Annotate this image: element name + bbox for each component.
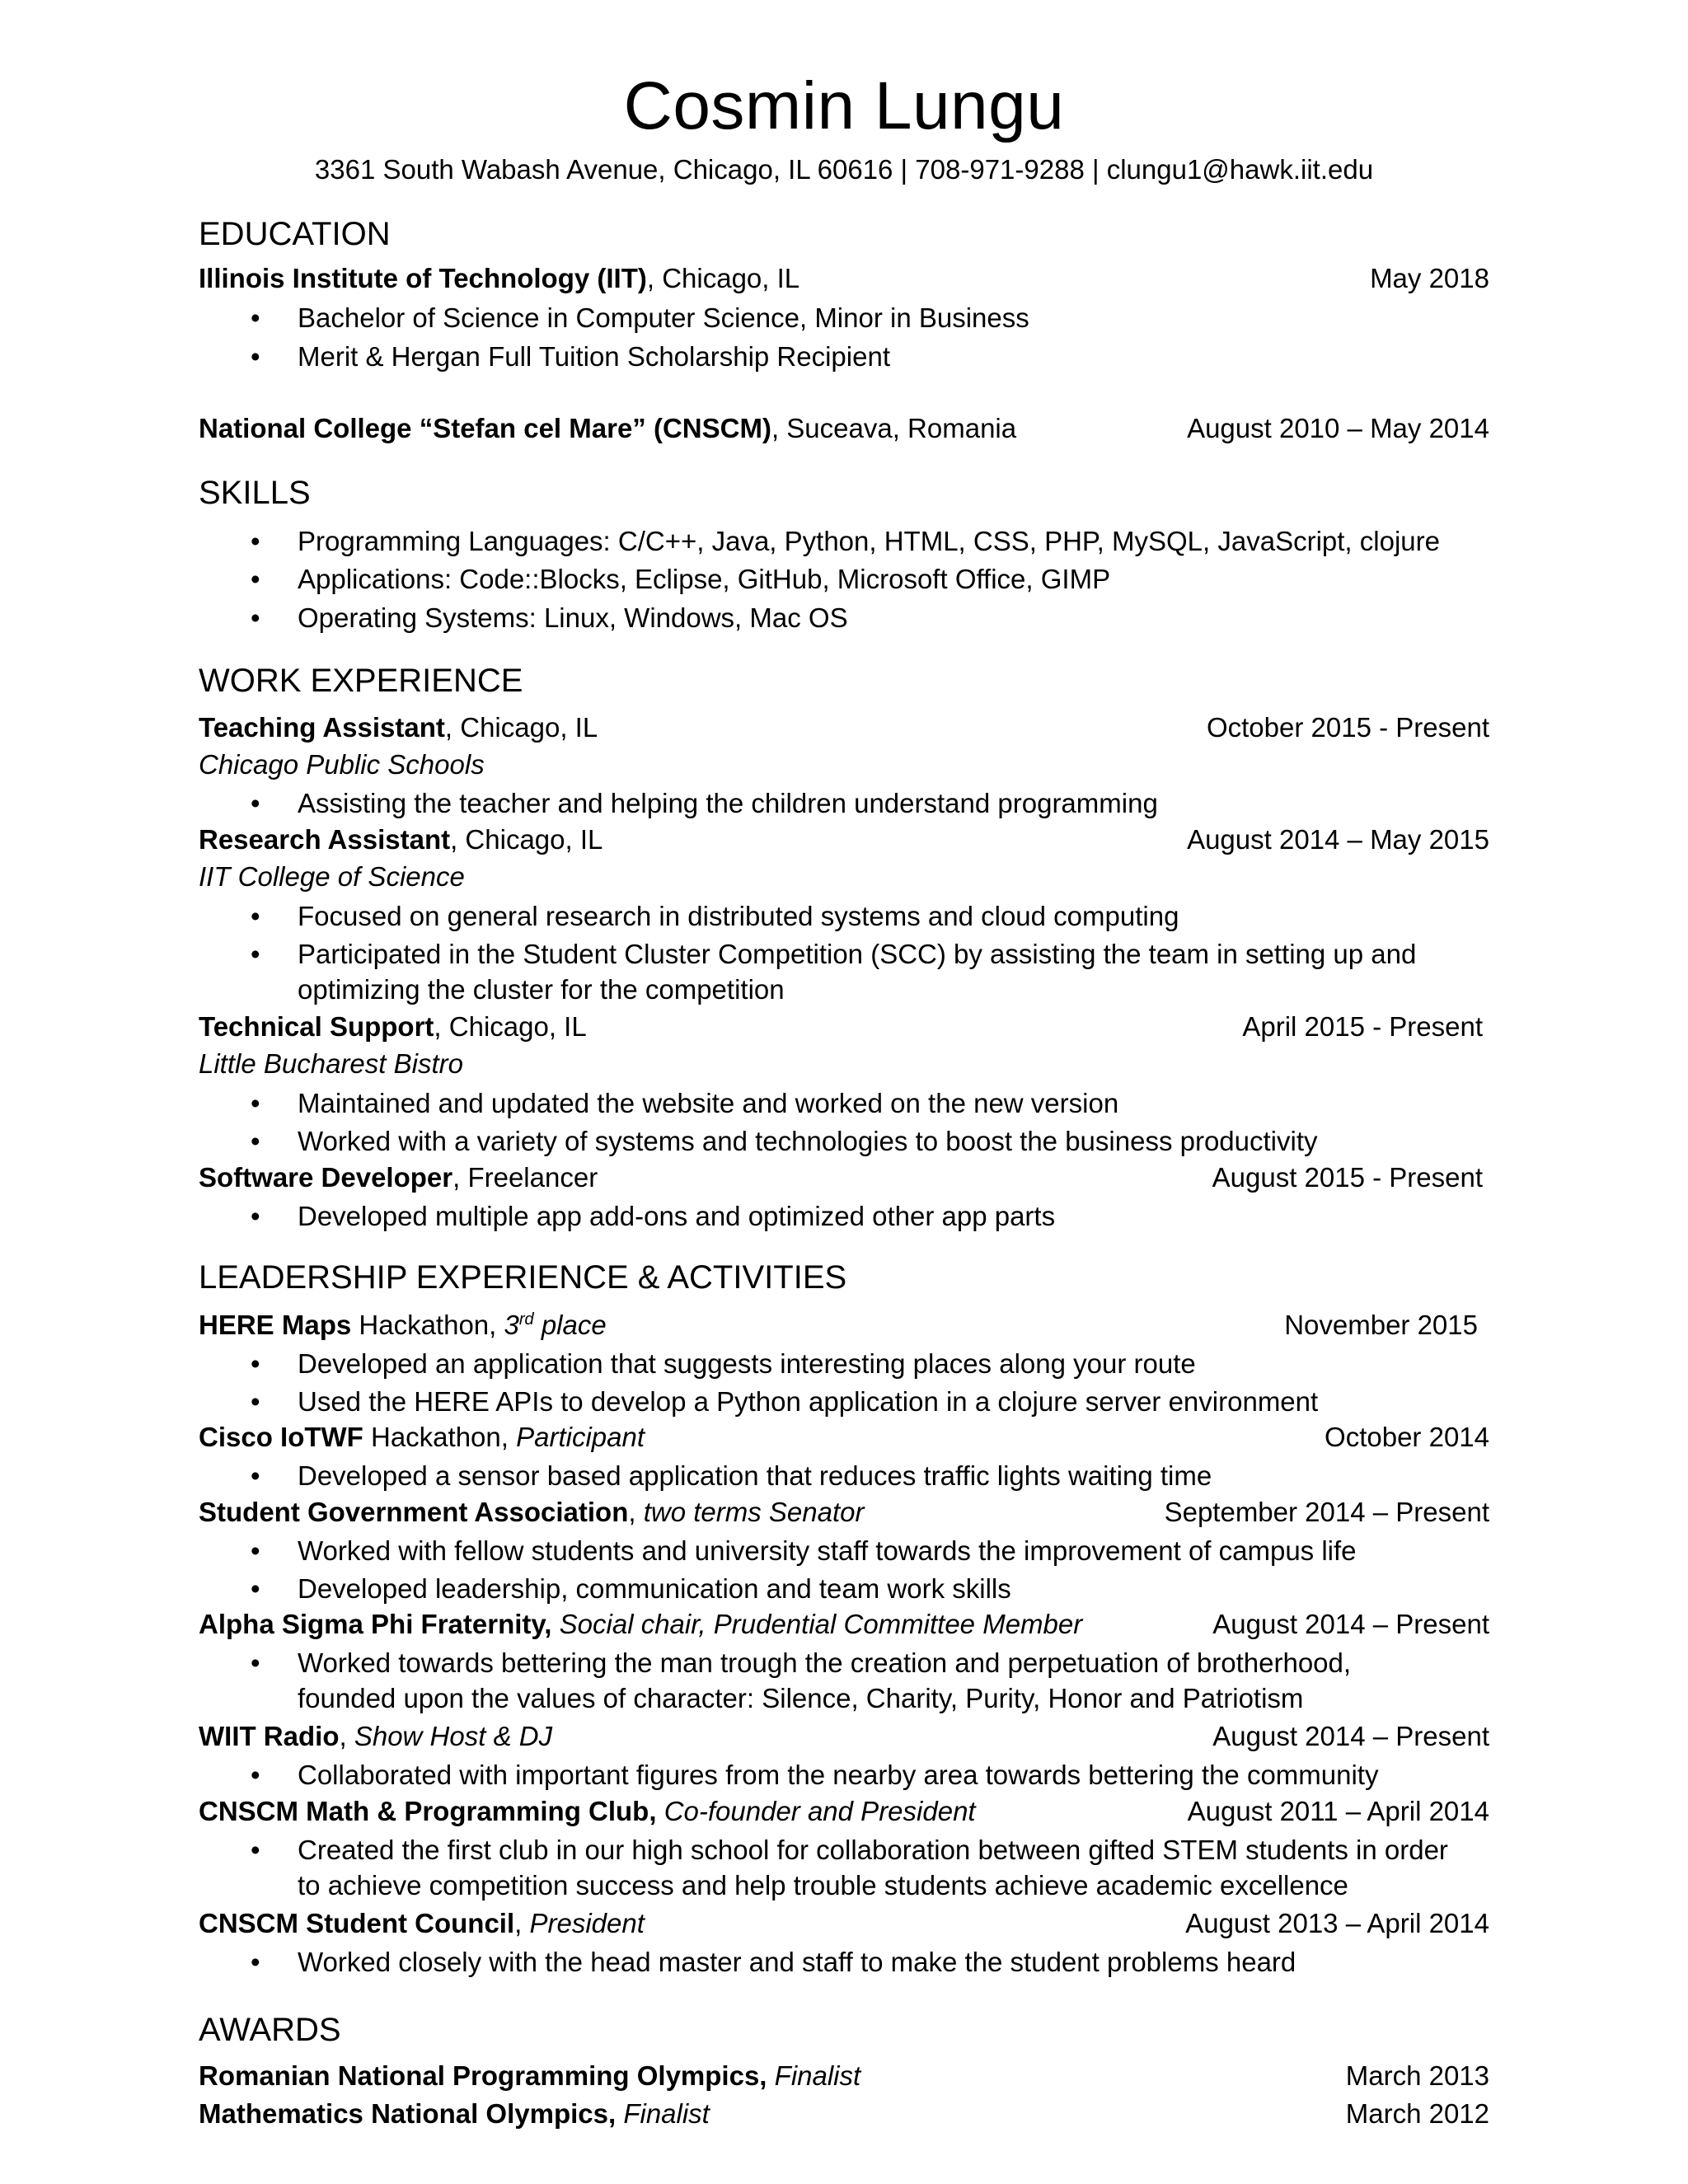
leadership-place-number: 3 — [504, 1310, 519, 1340]
bullet-item: • Programming Languages: C/C++, Java, Python, HTML, CSS, PHP, MySQL, JavaScript, clojure — [298, 523, 1489, 560]
bullet-continuation: to achieve competition success and help trouble students achieve academic excellence — [298, 1870, 1348, 1900]
leadership-org: Student Government Association — [199, 1497, 629, 1527]
bullet-item: • Developed leadership, communication and team work skills — [298, 1570, 1489, 1607]
leadership-place-suffix: rd — [518, 1310, 534, 1329]
leadership-entry-header — [199, 1905, 1489, 1942]
bullet-item: • Assisting the teacher and helping the children understand programming — [298, 785, 1489, 822]
leadership-role: Co-founder and President — [663, 1796, 976, 1826]
leadership-org: CNSCM Math & Programming Club, — [199, 1796, 657, 1826]
bullet-continuation: founded upon the values of character: Silence, Charity, Purity, Honor and Patriotism — [298, 1683, 1304, 1713]
work-location: , Freelancer — [452, 1162, 598, 1193]
bullet-item: • Used the HERE APIs to develop a Python application in a clojure server environment — [298, 1383, 1489, 1420]
section-heading-education: EDUCATION — [199, 216, 391, 252]
award-name: Romanian National Programming Olympics, — [199, 2060, 767, 2091]
work-date: August 2014 – May 2015 — [1187, 824, 1489, 855]
work-org: IIT College of Science — [199, 861, 465, 892]
section-heading-work: WORK EXPERIENCE — [199, 663, 523, 699]
bullet-item: • Developed an application that suggests interesting places along your route — [298, 1345, 1489, 1382]
leadership-entry-header — [199, 1606, 1489, 1643]
leadership-org: HERE Maps — [199, 1310, 352, 1340]
bullet-item: • Worked with fellow students and university staff towards the improvement of campus life — [298, 1532, 1489, 1569]
work-entry-header — [199, 710, 1489, 746]
bullet-item: • Applications: Code::Blocks, Eclipse, GitHub, Microsoft Office, GIMP — [298, 560, 1489, 598]
award-text — [616, 2098, 623, 2129]
leadership-entry-header — [199, 1793, 1489, 1830]
bullet-item: • Worked closely with the head master and staff to make the student problems heard — [298, 1943, 1489, 1980]
leadership-role: Social chair, Prudential Committee Member — [559, 1609, 1083, 1639]
leadership-entry-header — [199, 1718, 1489, 1755]
bullet-item: • Participated in the Student Cluster Competition (SCC) by assisting the team in setting up and — [298, 935, 1489, 972]
award-date: March 2012 — [1345, 2098, 1489, 2129]
leadership-org: WIIT Radio — [199, 1721, 340, 1751]
leadership-place-text: place — [533, 1310, 607, 1340]
leadership-role: President — [529, 1908, 645, 1938]
work-location: , Chicago, IL — [434, 1011, 587, 1042]
leadership-date: August 2013 – April 2014 — [1185, 1908, 1489, 1938]
leadership-text: , — [339, 1721, 354, 1751]
leadership-date: September 2014 – Present — [1164, 1497, 1489, 1527]
leadership-role: two terms Senator — [643, 1497, 865, 1527]
award-entry — [199, 2096, 1489, 2132]
leadership-date: October 2014 — [1325, 1422, 1489, 1452]
education-location: , Suceava, Romania — [771, 413, 1017, 443]
leadership-org: Cisco IoTWF — [199, 1422, 363, 1452]
leadership-text: Hackathon, — [363, 1422, 517, 1452]
leadership-date: August 2011 – April 2014 — [1187, 1796, 1489, 1826]
education-location: , Chicago, IL — [646, 263, 800, 293]
work-role: Teaching Assistant — [199, 712, 445, 743]
work-role: Software Developer — [199, 1162, 453, 1193]
leadership-org: CNSCM Student Council — [199, 1908, 515, 1938]
award-result: Finalist — [774, 2060, 861, 2091]
bullet-item: • Bachelor of Science in Computer Science, Minor in Business — [298, 299, 1489, 336]
work-date: August 2015 - Present — [1212, 1162, 1483, 1193]
bullet-item: • Focused on general research in distributed systems and cloud computing — [298, 898, 1489, 935]
leadership-text: , — [514, 1908, 530, 1938]
bullet-continuation: optimizing the cluster for the competition — [298, 974, 785, 1005]
work-role: Research Assistant — [199, 824, 451, 855]
work-date: April 2015 - Present — [1242, 1011, 1483, 1042]
bullet-item: • Operating Systems: Linux, Windows, Mac OS — [298, 599, 1489, 636]
education-date: August 2010 – May 2014 — [1187, 413, 1489, 443]
education-entry-cnscm — [199, 410, 1489, 447]
award-result: Finalist — [623, 2098, 710, 2129]
contact-line: 3361 South Wabash Avenue, Chicago, IL 60616 | 708-971-9288 | clungu1@hawk.iit.edu — [314, 154, 1374, 185]
work-date: October 2015 - Present — [1206, 712, 1489, 743]
work-org: Little Bucharest Bistro — [199, 1048, 463, 1079]
leadership-entry-header — [199, 1494, 1489, 1530]
education-date: May 2018 — [1370, 263, 1489, 293]
section-heading-awards: AWARDS — [199, 2012, 341, 2048]
leadership-org: Alpha Sigma Phi Fraternity, — [199, 1609, 552, 1639]
bullet-item: • Developed multiple app add-ons and optimized other app parts — [298, 1197, 1489, 1235]
leadership-text: Hackathon, — [351, 1310, 504, 1340]
education-org: National College “Stefan cel Mare” (CNSCM) — [199, 413, 771, 443]
work-entry-header — [199, 1160, 1489, 1196]
bullet-item: • Maintained and updated the website and worked on the new version — [298, 1085, 1489, 1122]
leadership-entry-header — [199, 1307, 1489, 1343]
work-entry-header — [199, 822, 1489, 858]
leadership-date: August 2014 – Present — [1212, 1609, 1489, 1639]
leadership-text — [657, 1796, 664, 1826]
work-location: , Chicago, IL — [444, 712, 598, 743]
work-org: Chicago Public Schools — [199, 749, 485, 780]
leadership-date: August 2014 – Present — [1212, 1721, 1489, 1751]
leadership-role: Show Host & DJ — [354, 1721, 553, 1751]
bullet-item: • Collaborated with important figures from the nearby area towards bettering the community — [298, 1756, 1489, 1793]
bullet-item: • Developed a sensor based application that reduces traffic lights waiting time — [298, 1457, 1489, 1494]
leadership-date: November 2015 — [1284, 1310, 1478, 1340]
bullet-item: • Merit & Hergan Full Tuition Scholarship Recipient — [298, 338, 1489, 375]
work-entry-header — [199, 1009, 1489, 1045]
work-role: Technical Support — [199, 1011, 434, 1042]
education-entry-iit — [199, 260, 1489, 297]
resume-name: Cosmin Lungu — [623, 68, 1065, 143]
education-org: Illinois Institute of Technology (IIT) — [199, 263, 647, 293]
section-heading-skills: SKILLS — [199, 475, 311, 511]
bullet-item: • Worked with a variety of systems and technologies to boost the business productivity — [298, 1122, 1489, 1160]
work-location: , Chicago, IL — [450, 824, 603, 855]
award-name: Mathematics National Olympics, — [199, 2098, 617, 2129]
award-date: March 2013 — [1345, 2060, 1489, 2091]
leadership-entry-header — [199, 1419, 1489, 1455]
bullet-item: • Worked towards bettering the man trough the creation and perpetuation of brotherhood, — [298, 1644, 1489, 1681]
section-heading-leadership: LEADERSHIP EXPERIENCE & ACTIVITIES — [199, 1259, 847, 1296]
leadership-text: , — [628, 1497, 644, 1527]
bullet-item: • Created the first club in our high school for collaboration between gifted STEM students in order — [298, 1831, 1489, 1868]
leadership-role: Participant — [516, 1422, 645, 1452]
award-entry — [199, 2058, 1489, 2094]
award-text — [767, 2060, 774, 2091]
leadership-text — [551, 1609, 559, 1639]
